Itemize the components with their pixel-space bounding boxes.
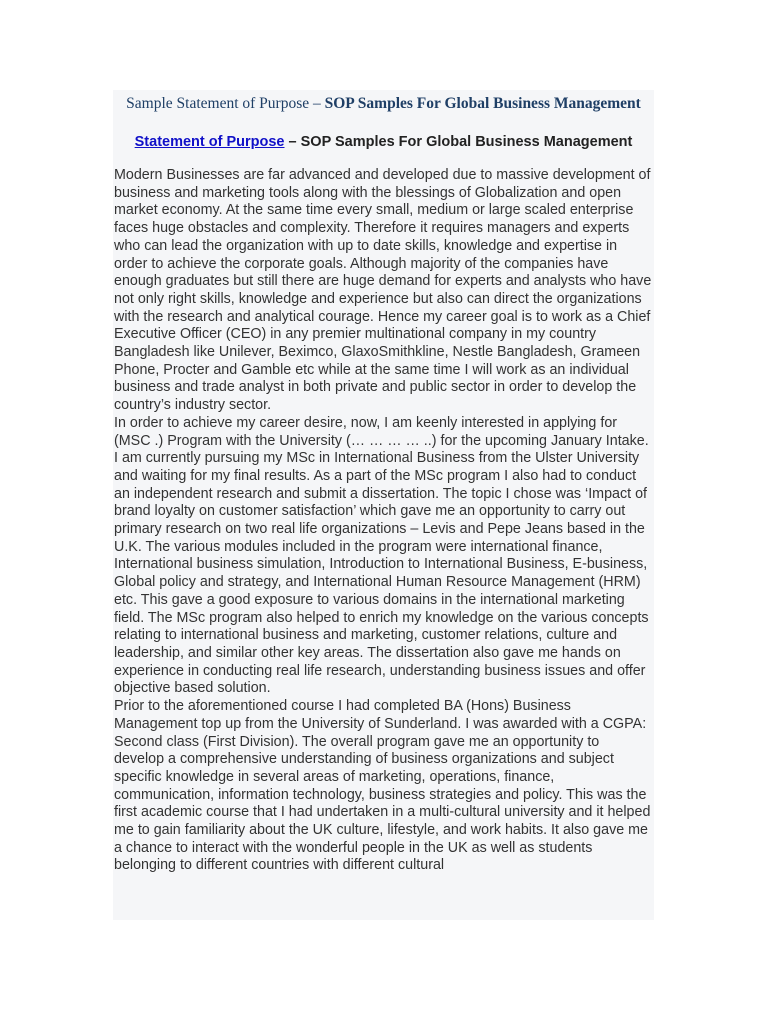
body-text xyxy=(114,167,654,875)
paragraph-2: In order to achieve my career desire, now, I am keenly interested in applying for (MSC .) Program with the University (… … … … ..) for the upcoming January Intake. I am currently pursuing my MSc in International Business from the Ulster University and waiting for my final results. As a part of the MSc program I also had to conduct an independent research and submit a dissertation. The topic I chose was ‘Impact of brand loyalty on customer satisfaction’ which gave me an opportunity to carry out primary research on two real life organizations – Levis and Pepe Jeans based in the U.K. The various modules included in the program were international finance, International business simulation, Introduction to International Business, E-business, Global policy and strategy, and International Human Resource Management (HRM) etc. This gave a good exposure to various domains in the international marketing field. The MSc program also helped to enrich my knowledge on the various concepts relating to international business and marketing, customer relations, culture and leadership, and similar other key areas. The dissertation also gave me hands on experience in conducting real life research, understanding business issues and offer objective based solution. xyxy=(114,414,649,697)
document-title-plain: Sample Statement of Purpose – xyxy=(126,95,325,112)
paragraph-3: Prior to the aforementioned course I had completed BA (Hons) Business Management top up from the University of Sunderland. I was awarded with a CGPA: Second class (First Division). The overall program gave me an opportunity to develop a comprehensive understanding of business organizations and subject specific knowledge in several areas of marketing, operations, finance, communication, information technology, business strategies and policy. This was the first academic course that I had undertaken in a multi-cultural university and it helped me to gain familiarity about the UK culture, lifestyle, and work habits. It also gave me a chance to interact with the wonderful people in the UK as well as students belonging to different countries with different cultural xyxy=(114,698,651,874)
section-heading xyxy=(113,132,654,152)
section-heading-rest: – SOP Samples For Global Business Management xyxy=(284,134,633,150)
statement-of-purpose-link[interactable]: Statement of Purpose xyxy=(134,134,285,150)
document-title-bold: SOP Samples For Global Business Management xyxy=(324,95,641,112)
document-title xyxy=(113,94,654,114)
document-page xyxy=(113,90,654,920)
paragraph-1: Modern Businesses are far advanced and developed due to massive development of business and marketing tools along with the blessings of Globalization and open market economy. At the same time every small, medium or large scaled enterprise faces huge obstacles and complexity. Therefore it requires managers and experts who can lead the organization with up to date skills, knowledge and expertise in order to achieve the corporate goals. Although majority of the companies have enough graduates but still there are huge demand for experts and analysts who have not only right skills, knowledge and experience but also can direct the organizations with the research and analytical courage. Hence my career goal is to work as a Chief Executive Officer (CEO) in any premier multinational company in my country Bangladesh like Unilever, Beximco, GlaxoSmithkline, Nestle Bangladesh, Grameen Phone, Procter and Gamble etc while at the same time I will work as an individual business and trade analyst in both private and public sector in order to develop the country’s industry sector. xyxy=(114,167,652,414)
